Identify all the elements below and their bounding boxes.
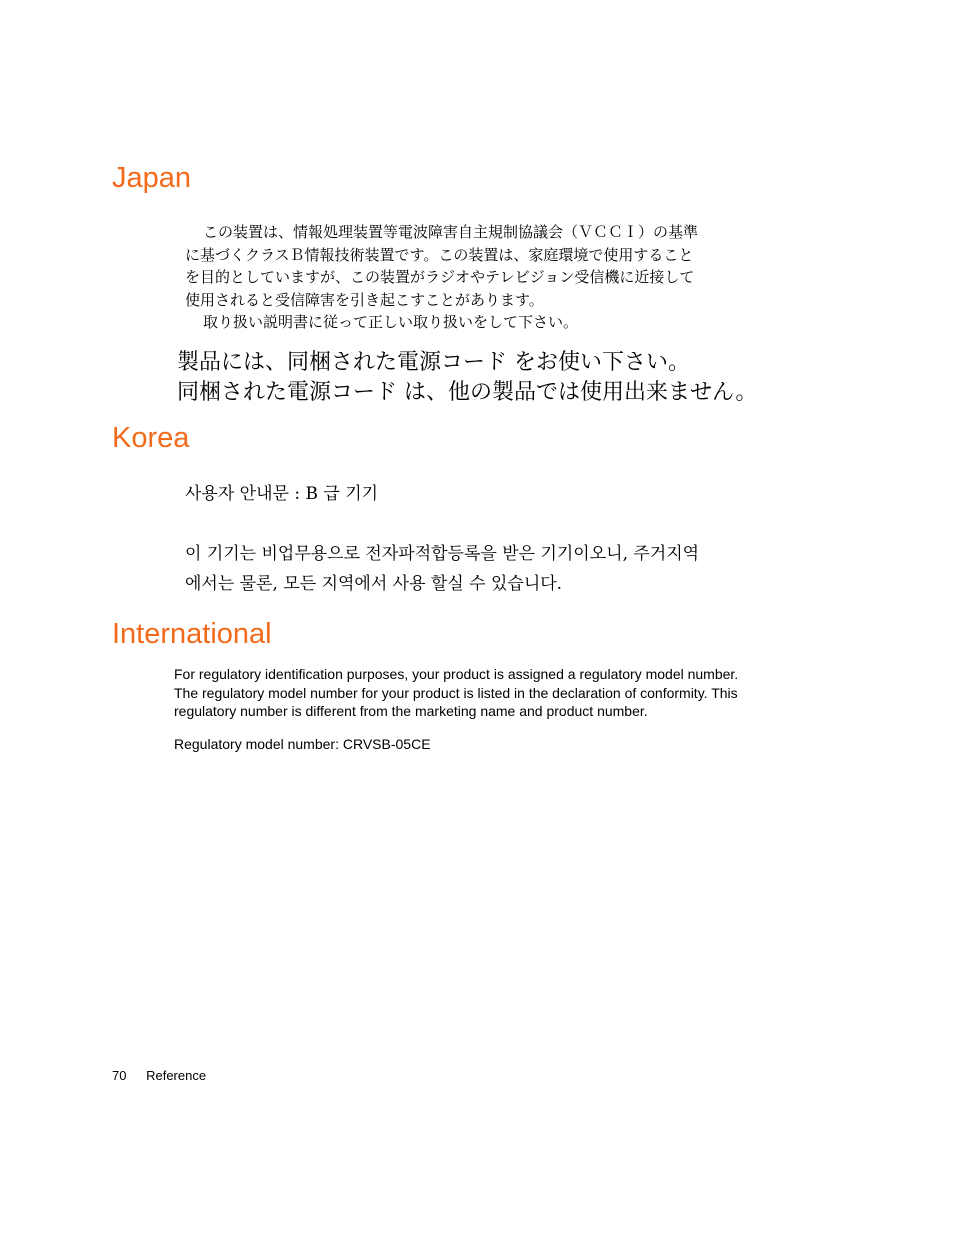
heading-japan: Japan xyxy=(112,162,192,194)
japan-power-cord-notice xyxy=(177,348,857,408)
international-paragraph-line: The regulatory model number for your product is listed in the declaration of conformity. This xyxy=(174,684,738,701)
footer-section-label: Reference xyxy=(146,1068,207,1083)
page-number: 70 xyxy=(112,1068,127,1083)
heading-international: International xyxy=(112,618,272,650)
international-paragraph-line: regulatory number is different from the marketing name and product number. xyxy=(174,703,648,720)
korea-notice-line: 이 기기는 비업무용으로 전자파적합등록을 받은 기기이오니, 주거지역 xyxy=(185,544,700,564)
page-footer xyxy=(112,1067,206,1085)
korea-notice-line: 에서는 물론, 모든 지역에서 사용 할실 수 있습니다. xyxy=(185,574,563,594)
japan-vcci-line: この装置は、情報処理装置等電波障害自主規制協議会（ＶＣＣＩ）の基準 xyxy=(203,223,699,241)
international-paragraph-line: For regulatory identification purposes, your product is assigned a regulatory model number. xyxy=(174,666,739,682)
korea-notice-title: 사용자 안내문 : B 급 기기 xyxy=(185,484,379,504)
japan-vcci-line: を目的としていますが、この装置がラジオやテレビジョン受信機に近接して xyxy=(185,268,695,286)
japan-power-cord-line: 製品には、同梱された電源コード をお使い下さい。 xyxy=(177,350,690,375)
regulatory-model-number-text: Regulatory model number: CRVSB-05CE xyxy=(174,736,431,752)
korea-notice-body xyxy=(185,539,825,599)
heading-korea: Korea xyxy=(112,422,190,454)
international-paragraph xyxy=(174,665,814,721)
japan-power-cord-line: 同梱された電源コード は、他の製品では使用出来ません。 xyxy=(177,380,758,405)
japan-vcci-line: 使用されると受信障害を引き起こすことがあります。 xyxy=(185,290,544,309)
japan-vcci-notice xyxy=(185,221,825,334)
japan-vcci-line: に基づくクラスＢ情報技術装置です。この装置は、家庭環境で使用すること xyxy=(185,245,694,264)
regulatory-model-number xyxy=(174,735,814,754)
japan-vcci-line: 取り扱い説明書に従って正しい取り扱いをして下さい。 xyxy=(203,313,579,331)
